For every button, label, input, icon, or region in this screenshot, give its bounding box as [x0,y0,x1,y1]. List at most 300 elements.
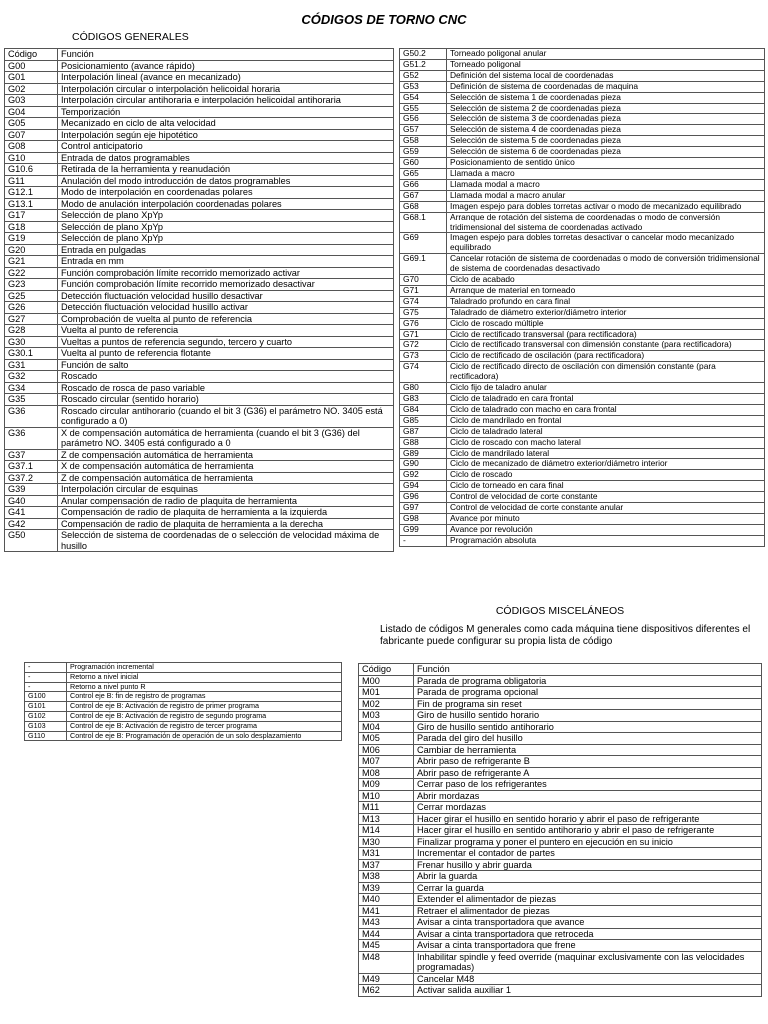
table-row [400,296,765,307]
function-cell: Abrir la guarda [414,871,762,883]
function-cell: Control de eje B: Activación de registro de segundo programa [67,711,342,721]
code-cell: G84 [400,404,447,415]
function-cell: Posicionamiento (avance rápido) [58,60,394,72]
code-cell: M43 [359,917,414,929]
code-cell: G90 [400,459,447,470]
table-row [400,190,765,201]
function-cell: X de compensación automática de herramienta (cuando el bit 3 (G36) del parámetro NO. 3405 está configurado a 0 [58,427,394,449]
code-cell: M45 [359,940,414,952]
function-cell: Programación incremental [67,663,342,673]
function-cell: Cancelar rotación de sistema de coordenadas o modo de conversión tridimensional de sistema de coordenadas desactivado [447,254,765,275]
header-code: Código [359,664,414,676]
function-cell: Selección de plano XpYp [58,221,394,233]
table-row [25,663,342,673]
function-cell: Entrada de datos programables [58,152,394,164]
function-cell: Vuelta al punto de referencia [58,325,394,337]
table-row [5,95,394,107]
function-cell: Control anticipatorio [58,141,394,153]
code-cell: G40 [5,495,58,507]
code-cell: G87 [400,426,447,437]
table-row [359,813,762,825]
table-row [359,882,762,894]
function-cell: Ciclo de rectificado transversal (para rectificadora) [447,329,765,340]
table-row [400,179,765,190]
code-cell: M08 [359,767,414,779]
function-cell: Control eje B: fin de registro de programas [67,692,342,702]
table-row [5,187,394,199]
table-row [400,470,765,481]
table-row [5,129,394,141]
function-cell: Retorno a nivel punto R [67,682,342,692]
table-row [5,118,394,130]
table-row [359,767,762,779]
code-cell: M03 [359,710,414,722]
function-cell: Imagen espejo para dobles torretas desactivar o cancelar modo mecanizado equilibrado [447,233,765,254]
function-cell: Interpolación lineal (avance en mecanizado) [58,72,394,84]
code-cell: G57 [400,125,447,136]
table-row [5,325,394,337]
code-cell: G04 [5,106,58,118]
code-cell: - [25,663,67,673]
code-cell: G65 [400,168,447,179]
function-cell: Ciclo fijo de taladro anular [447,383,765,394]
table-row [359,951,762,973]
function-cell: Interpolación circular o interpolación helicoidal horaria [58,83,394,95]
table-row [359,790,762,802]
table-row [359,905,762,917]
function-cell: Roscado circular antihorario (cuando el bit 3 (G36) el parámetro NO. 3405 está configurado a 0) [58,405,394,427]
table-row [359,894,762,906]
function-cell: Giro de husillo sentido antihorario [414,721,762,733]
table-row [400,437,765,448]
function-cell: Compensación de radio de plaquita de herramienta a la derecha [58,518,394,530]
table-row [5,198,394,210]
code-cell: M41 [359,905,414,917]
general-codes-table [4,48,394,552]
function-cell: Z de compensación automática de herramienta [58,472,394,484]
function-cell: Llamada modal a macro anular [447,190,765,201]
function-cell: Definición de sistema de coordenadas de maquina [447,81,765,92]
code-cell: G72 [400,340,447,351]
function-cell: Retraer el alimentador de piezas [414,905,762,917]
code-cell: G70 [400,275,447,286]
code-cell: G00 [5,60,58,72]
code-cell: G94 [400,481,447,492]
function-cell: Cerrar paso de los refrigerantes [414,779,762,791]
code-cell: G12.1 [5,187,58,199]
table-row [5,233,394,245]
code-cell: G20 [5,244,58,256]
table-row [5,302,394,314]
function-cell: Ciclo de rectificado transversal con dimensión constante (para rectificadora) [447,340,765,351]
function-cell: Activar salida auxiliar 1 [414,985,762,997]
table-row [400,136,765,147]
code-cell: G32 [5,371,58,383]
code-cell: G110 [25,731,67,741]
function-cell: Parada de programa opcional [414,687,762,699]
code-cell: M31 [359,848,414,860]
table-row [5,461,394,473]
table-row [25,692,342,702]
function-cell: Selección de plano XpYp [58,233,394,245]
table-row [400,524,765,535]
code-cell: G59 [400,147,447,158]
table-row [400,254,765,275]
function-cell: Retorno a nivel inicial [67,672,342,682]
code-cell: G13.1 [5,198,58,210]
function-cell: Arranque de rotación del sistema de coordenadas o modo de conversión tridimensional del sistema de coordenadas activado [447,212,765,233]
code-cell: G85 [400,415,447,426]
code-cell: M00 [359,675,414,687]
code-cell: M39 [359,882,414,894]
code-cell: G53 [400,81,447,92]
function-cell: Ciclo de rectificado de oscilación (para rectificadora) [447,351,765,362]
table-header-row [359,664,762,676]
function-cell: Ciclo de roscado con macho lateral [447,437,765,448]
code-cell: G01 [5,72,58,84]
code-cell: G31 [5,359,58,371]
code-cell: M44 [359,928,414,940]
function-cell: Interpolación circular de esquinas [58,484,394,496]
code-cell: G36 [5,405,58,427]
small-codes-table [24,662,342,741]
code-cell: G96 [400,492,447,503]
table-row [400,233,765,254]
code-cell: G76 [400,318,447,329]
code-cell: G05 [5,118,58,130]
code-cell: G25 [5,290,58,302]
code-cell: G22 [5,267,58,279]
code-cell: G50.2 [400,49,447,60]
function-cell: Interpolación circular antihoraria e interpolación helicoidal antihoraria [58,95,394,107]
function-cell: Parada de programa obligatoria [414,675,762,687]
code-cell: G80 [400,383,447,394]
table-row [359,940,762,952]
code-cell: G102 [25,711,67,721]
table-row [400,125,765,136]
table-row [400,340,765,351]
table-row [5,279,394,291]
function-cell: Función comprobación límite recorrido memorizado desactivar [58,279,394,291]
code-cell: G98 [400,513,447,524]
code-cell: G35 [5,394,58,406]
table-row [400,59,765,70]
code-cell: M48 [359,951,414,973]
code-cell: - [400,535,447,546]
table-row [400,415,765,426]
function-cell: Hacer girar el husillo en sentido antihorario y abrir el paso de refrigerante [414,825,762,837]
code-cell: G42 [5,518,58,530]
code-cell: G89 [400,448,447,459]
code-cell: M10 [359,790,414,802]
function-cell: Cerrar mordazas [414,802,762,814]
code-cell: G60 [400,158,447,169]
function-cell: Anular compensación de radio de plaquita de herramienta [58,495,394,507]
function-cell: Avance por revolución [447,524,765,535]
general-codes-table-continued [399,48,765,547]
table-header-row [5,49,394,61]
code-cell: - [25,682,67,692]
function-cell: Selección de sistema 3 de coordenadas pieza [447,114,765,125]
table-row [400,158,765,169]
table-row [5,141,394,153]
misc-codes-title: CÓDIGOS MISCELÁNEOS [495,605,625,617]
table-row [25,721,342,731]
function-cell: Entrada en pulgadas [58,244,394,256]
function-cell: Función comprobación límite recorrido memorizado activar [58,267,394,279]
table-row [400,307,765,318]
function-cell: Definición del sistema local de coordenadas [447,70,765,81]
function-cell: Roscado de rosca de paso variable [58,382,394,394]
function-cell: Giro de husillo sentido horario [414,710,762,722]
function-cell: Vuelta al punto de referencia flotante [58,348,394,360]
code-cell: G36 [5,427,58,449]
function-cell: Ciclo de mandrilado lateral [447,448,765,459]
code-cell: G71 [400,329,447,340]
function-cell: Arranque de material en torneado [447,285,765,296]
table-row [5,472,394,484]
function-cell: Taladrado de diámetro exterior/diámetro interior [447,307,765,318]
table-row [400,481,765,492]
code-cell: G99 [400,524,447,535]
page-title: CÓDIGOS DE TORNO CNC [301,12,467,27]
table-row [359,802,762,814]
code-cell: G100 [25,692,67,702]
function-cell: Roscado circular (sentido horario) [58,394,394,406]
function-cell: Ciclo de roscado múltiple [447,318,765,329]
code-cell: G56 [400,114,447,125]
code-cell: M37 [359,859,414,871]
function-cell: Inhabilitar spindle y feed override (maquinar exclusivamente con las velocidades programadas) [414,951,762,973]
table-row [25,711,342,721]
table-row [5,164,394,176]
code-cell: G41 [5,507,58,519]
table-row [359,756,762,768]
code-cell: G101 [25,702,67,712]
function-cell: Fin de programa sin reset [414,698,762,710]
code-cell: M49 [359,973,414,985]
table-row [359,779,762,791]
code-cell: - [25,672,67,682]
function-cell: Ciclo de mecanizado de diámetro exterior/diámetro interior [447,459,765,470]
function-cell: Ciclo de torneado en cara final [447,481,765,492]
table-row [5,72,394,84]
code-cell: G68 [400,201,447,212]
function-cell: Selección de sistema de coordenadas de o selección de velocidad máxima de husillo [58,530,394,552]
function-cell: Roscado [58,371,394,383]
code-cell: M14 [359,825,414,837]
code-cell: G83 [400,394,447,405]
table-row [359,848,762,860]
code-cell: G23 [5,279,58,291]
code-cell: M38 [359,871,414,883]
code-cell: G75 [400,307,447,318]
code-cell: M62 [359,985,414,997]
function-cell: Posicionamiento de sentido único [447,158,765,169]
table-row [5,507,394,519]
table-row [400,404,765,415]
function-cell: Selección de sistema 2 de coordenadas pieza [447,103,765,114]
table-row [400,168,765,179]
function-cell: Función de salto [58,359,394,371]
code-cell: G74 [400,362,447,383]
code-cell: G55 [400,103,447,114]
table-row [400,70,765,81]
table-row [359,859,762,871]
table-row [5,359,394,371]
code-cell: G74 [400,296,447,307]
table-row [5,495,394,507]
code-cell: G34 [5,382,58,394]
code-cell: G103 [25,721,67,731]
code-cell: G17 [5,210,58,222]
function-cell: Programación absoluta [447,535,765,546]
table-row [5,530,394,552]
table-row [400,285,765,296]
table-row [5,382,394,394]
code-cell: G50 [5,530,58,552]
function-cell: Cerrar la guarda [414,882,762,894]
function-cell: Z de compensación automática de herramienta [58,449,394,461]
table-row [5,313,394,325]
table-row [25,672,342,682]
table-row [5,60,394,72]
function-cell: Control de velocidad de corte constante anular [447,503,765,514]
table-row [5,267,394,279]
code-cell: G39 [5,484,58,496]
header-function: Función [414,664,762,676]
function-cell: Control de eje B: Activación de registro de primer programa [67,702,342,712]
function-cell: Cambiar de herramienta [414,744,762,756]
table-row [400,318,765,329]
table-row [400,92,765,103]
table-row [400,201,765,212]
function-cell: Selección de sistema 6 de coordenadas pieza [447,147,765,158]
function-cell: Modo de interpolación en coordenadas polares [58,187,394,199]
code-cell: M02 [359,698,414,710]
code-cell: M06 [359,744,414,756]
table-row [359,710,762,722]
code-cell: M01 [359,687,414,699]
function-cell: Comprobación de vuelta al punto de referencia [58,313,394,325]
table-row [359,928,762,940]
code-cell: G51.2 [400,59,447,70]
code-cell: G37.1 [5,461,58,473]
header-function: Función [58,49,394,61]
function-cell: Ciclo de taladrado en cara frontal [447,394,765,405]
table-row [359,687,762,699]
code-cell: G92 [400,470,447,481]
table-row [400,351,765,362]
table-row [5,106,394,118]
code-cell: G07 [5,129,58,141]
code-cell: G67 [400,190,447,201]
table-row [400,535,765,546]
code-cell: G18 [5,221,58,233]
table-row [5,405,394,427]
code-cell: G52 [400,70,447,81]
function-cell: Avisar a cinta transportadora que frene [414,940,762,952]
table-row [400,362,765,383]
function-cell: Abrir paso de refrigerante B [414,756,762,768]
code-cell: G68.1 [400,212,447,233]
function-cell: Ciclo de rectificado directo de oscilación con dimensión constante (para rectificadora) [447,362,765,383]
function-cell: Modo de anulación interpolación coordenadas polares [58,198,394,210]
table-row [359,871,762,883]
code-cell: G37.2 [5,472,58,484]
table-row [5,210,394,222]
table-row [5,336,394,348]
code-cell: G26 [5,302,58,314]
function-cell: Ciclo de taladrado con macho en cara frontal [447,404,765,415]
table-row [359,675,762,687]
function-cell: Avance por minuto [447,513,765,524]
table-row [359,917,762,929]
table-row [400,394,765,405]
function-cell: Llamada modal a macro [447,179,765,190]
table-row [400,81,765,92]
code-cell: G69.1 [400,254,447,275]
code-cell: G19 [5,233,58,245]
function-cell: Taladrado profundo en cara final [447,296,765,307]
table-row [5,518,394,530]
function-cell: Avisar a cinta transportadora que retroceda [414,928,762,940]
code-cell: M40 [359,894,414,906]
code-cell: G03 [5,95,58,107]
function-cell: Torneado poligonal anular [447,49,765,60]
table-row [5,394,394,406]
code-cell: G28 [5,325,58,337]
table-row [400,492,765,503]
table-row [5,290,394,302]
code-cell: G30 [5,336,58,348]
function-cell: Control de eje B: Activación de registro de tercer programa [67,721,342,731]
table-row [400,448,765,459]
function-cell: Ciclo de roscado [447,470,765,481]
function-cell: Parada del giro del husillo [414,733,762,745]
code-cell: G10 [5,152,58,164]
code-cell: G58 [400,136,447,147]
table-row [359,733,762,745]
table-row [5,256,394,268]
table-row [400,49,765,60]
table-row [359,985,762,997]
code-cell: M07 [359,756,414,768]
table-row [400,329,765,340]
function-cell: Incrementar el contador de partes [414,848,762,860]
function-cell: Cancelar M48 [414,973,762,985]
general-codes-title: CÓDIGOS GENERALES [72,31,189,43]
code-cell: G88 [400,437,447,448]
table-row [400,503,765,514]
table-row [400,147,765,158]
function-cell: Selección de sistema 1 de coordenadas pieza [447,92,765,103]
table-row [400,459,765,470]
function-cell: Temporización [58,106,394,118]
function-cell: Retirada de la herramienta y reanudación [58,164,394,176]
code-cell: G66 [400,179,447,190]
code-cell: M09 [359,779,414,791]
code-cell: G02 [5,83,58,95]
table-row [5,244,394,256]
function-cell: Detección fluctuación velocidad husillo activar [58,302,394,314]
header-code: Código [5,49,58,61]
code-cell: M05 [359,733,414,745]
table-row [400,212,765,233]
function-cell: Abrir paso de refrigerante A [414,767,762,779]
function-cell: Interpolación según eje hipotético [58,129,394,141]
function-cell: Mecanizado en ciclo de alta velocidad [58,118,394,130]
